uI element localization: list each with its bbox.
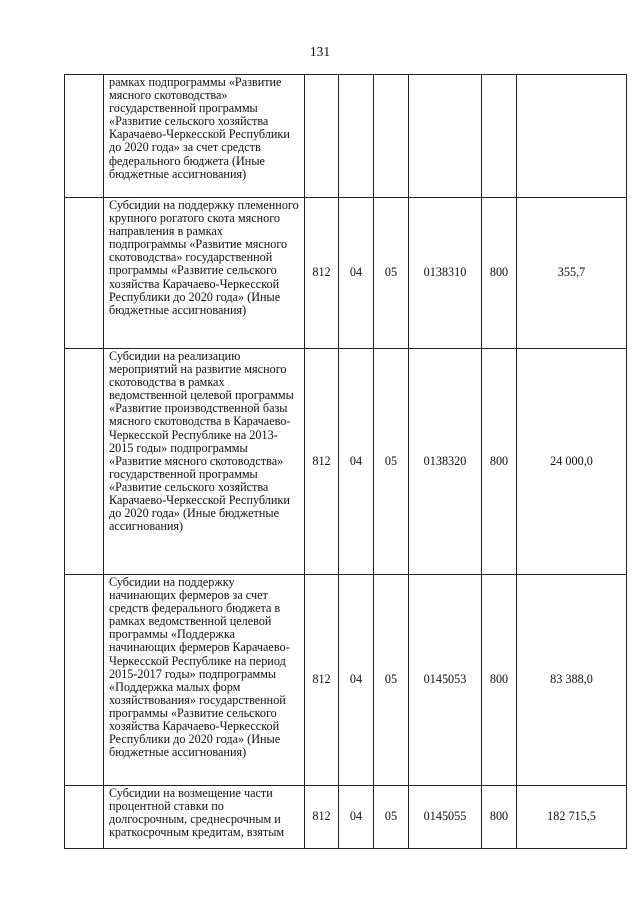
blank-cell <box>65 198 104 349</box>
table-row <box>65 75 627 198</box>
amount-cell: 182 715,5 <box>517 786 627 849</box>
ministry-code-cell: 812 <box>305 575 339 786</box>
blank-cell <box>65 75 104 198</box>
description-cell: Субсидии на реализацию мероприятий на развитие мясного скотоводства в рамках ведомственной целевой программы «Развитие производственной базы мясного скотоводства в Карачаево-Черкесской Республике на 2013-2015 годы» подпрограммы «Развитие мясного скотоводства» государственной программы «Развитие сельского хозяйства Карачаево-Черкесской Республики до 2020 года» (Иные бюджетные ассигнования) <box>104 349 305 575</box>
description-cell: Субсидии на поддержку начинающих фермеров за счет средств федерального бюджета в рамках ведомственной целевой программы «Поддержка начинающих фермеров Карачаево-Черкесской Республике на период 2015-2017 годы» подпрограммы «Поддержка малых форм хозяйствования» государственной программы «Развитие сельского хозяйства Карачаево-Черкесской Республики до 2020 года» (Иные бюджетные ассигнования) <box>104 575 305 786</box>
expense-type-cell: 800 <box>482 575 517 786</box>
page-number: 131 <box>309 44 331 59</box>
budget-table <box>64 74 627 849</box>
section-code-cell: 04 <box>339 349 374 575</box>
subsection-code-cell: 05 <box>374 575 409 786</box>
expense-type-cell <box>482 75 517 198</box>
section-code-cell: 04 <box>339 786 374 849</box>
target-article-cell <box>409 75 482 198</box>
table-row <box>65 786 627 849</box>
target-article-cell: 0145055 <box>409 786 482 849</box>
target-article-cell: 0145053 <box>409 575 482 786</box>
blank-cell <box>65 575 104 786</box>
expense-type-cell: 800 <box>482 349 517 575</box>
amount-cell: 83 388,0 <box>517 575 627 786</box>
amount-cell: 24 000,0 <box>517 349 627 575</box>
amount-cell: 355,7 <box>517 198 627 349</box>
section-code-cell: 04 <box>339 198 374 349</box>
section-code-cell <box>339 75 374 198</box>
subsection-code-cell: 05 <box>374 349 409 575</box>
subsection-code-cell: 05 <box>374 786 409 849</box>
target-article-cell: 0138310 <box>409 198 482 349</box>
expense-type-cell: 800 <box>482 786 517 849</box>
subsection-code-cell <box>374 75 409 198</box>
subsection-code-cell: 05 <box>374 198 409 349</box>
blank-cell <box>65 786 104 849</box>
section-code-cell: 04 <box>339 575 374 786</box>
ministry-code-cell <box>305 75 339 198</box>
table-row <box>65 349 627 575</box>
target-article-cell: 0138320 <box>409 349 482 575</box>
ministry-code-cell: 812 <box>305 786 339 849</box>
amount-cell <box>517 75 627 198</box>
expense-type-cell: 800 <box>482 198 517 349</box>
table-row <box>65 575 627 786</box>
table-row <box>65 198 627 349</box>
description-cell: Субсидии на возмещение части процентной ставки по долгосрочным, среднесрочным и краткосрочным кредитам, взятым <box>104 786 305 849</box>
description-cell: рамках подпрограммы «Развитие мясного скотоводства» государственной программы «Развитие сельского хозяйства Карачаево-Черкесской Республики до 2020 года» за счет средств федерального бюджета (Иные бюджетные ассигнования) <box>104 75 305 198</box>
description-cell: Субсидии на поддержку племенного крупного рогатого скота мясного направления в рамках подпрограммы «Развитие мясного скотоводства» государственной программы «Развитие сельского хозяйства Карачаево-Черкесской Республики до 2020 года» (Иные бюджетные ассигнования) <box>104 198 305 349</box>
ministry-code-cell: 812 <box>305 198 339 349</box>
ministry-code-cell: 812 <box>305 349 339 575</box>
blank-cell <box>65 349 104 575</box>
